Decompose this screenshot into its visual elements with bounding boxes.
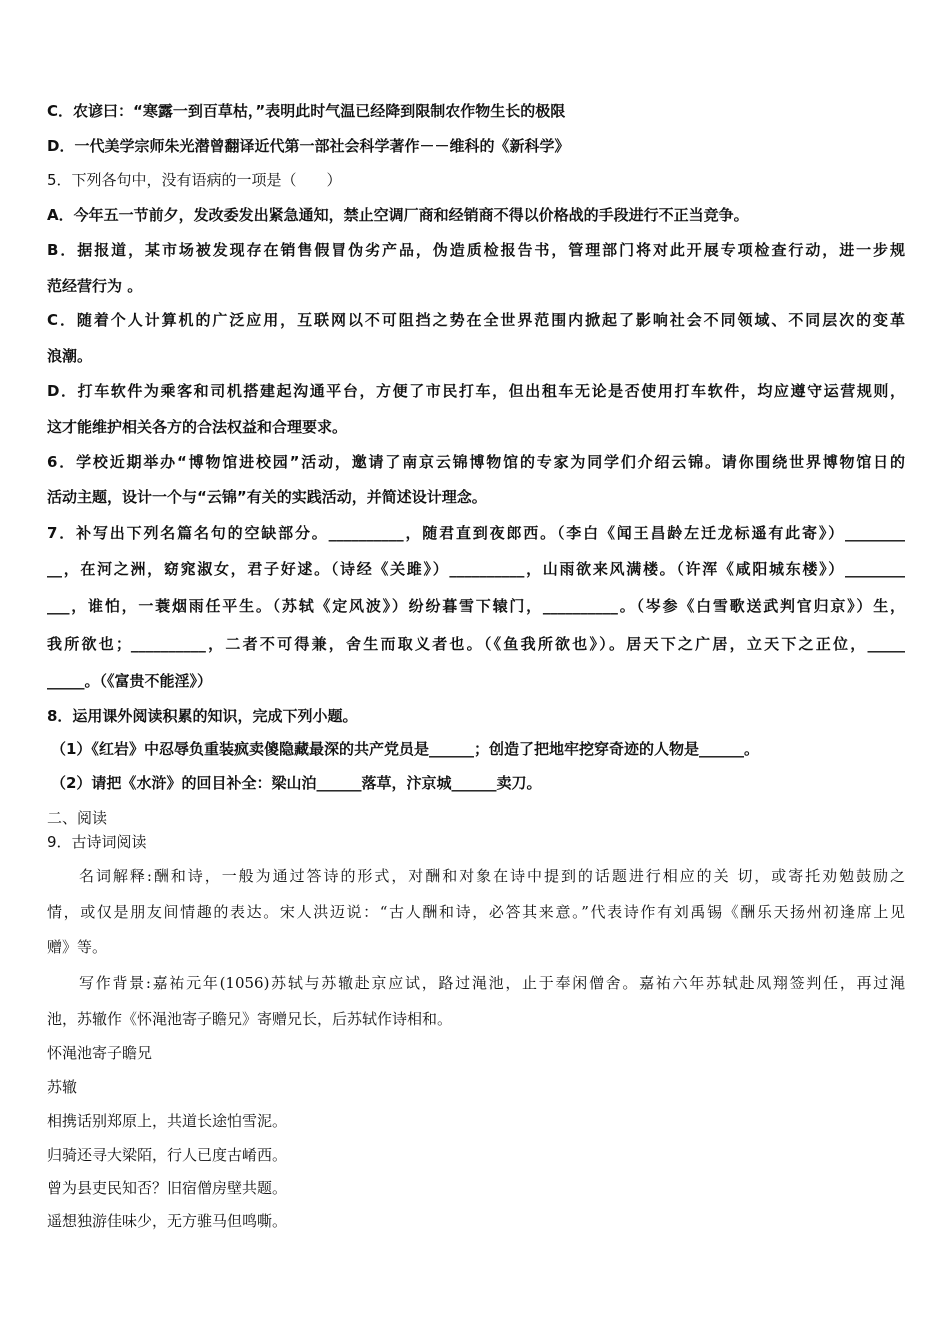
q9-definition-line3: 赠》等。 (47, 938, 108, 956)
q5-option-d-line1: D．打车软件为乘客和司机搭建起沟通平台，方便了市民打车，但出租车无论是否使用打车软件，均应遵守运营规则， (47, 382, 905, 400)
q6-line1: 6．学校近期举办“博物馆进校园”活动，邀请了南京云锦博物馆的专家为同学们介绍云锦。请你围绕世界博物馆日的 (47, 453, 905, 471)
q5-stem: 5．下列各句中，没有语病的一项是（ ） (47, 171, 342, 189)
q7-line1: 7．补写出下列名篇名句的空缺部分。__________，随君直到夜郎西。（李白《闻王昌龄左迁龙标遥有此寄》）________ (47, 524, 905, 542)
q5-option-c-line1: C．随着个人计算机的广泛应用，互联网以不可阻挡之势在全世界范围内掀起了影响社会不同领域、不同层次的变革 (47, 311, 905, 329)
q9-definition-line2: 情，或仅是朋友间情趣的表达。宋人洪迈说：“古人酬和诗，必答其来意。”代表诗作有刘禹锡《酬乐天扬州初逢席上见 (47, 903, 905, 921)
q7-line2: __，在河之洲，窈窕淑女，君子好逑。（诗经《关雎》）__________，山雨欲来风满楼。（许浑《咸阳城东楼》）________ (47, 560, 905, 578)
q7-line3: ___，谁怕，一蓑烟雨任平生。（苏轼《定风波》）纷纷暮雪下辕门，__________。（岑参《白雪歌送武判官归京》）生， (47, 597, 905, 615)
q5-option-a: A．今年五一节前夕，发改委发出紧急通知，禁止空调厂商和经销商不得以价格战的手段进行不正当竞争。 (47, 206, 749, 224)
q5-option-d-line2: 这才能维护相关各方的合法权益和合理要求。 (47, 418, 348, 436)
q7-line5: _____。（《富贵不能淫》） (47, 672, 213, 690)
q8-stem: 8．运用课外阅读积累的知识，完成下列小题。 (47, 707, 358, 725)
poem-line: 遥想独游佳味少，无方骓马但鸣嘶。 (47, 1212, 288, 1230)
poem-line: 归骑还寻大梁陌，行人已度古崤西。 (47, 1146, 288, 1164)
q5-option-b-line2: 范经营行为 。 (47, 277, 143, 295)
poem-title: 怀渑池寄子瞻兄 (47, 1044, 153, 1062)
q5-option-c-line2: 浪潮。 (47, 347, 93, 365)
q6-line2: 活动主题，设计一个与“云锦”有关的实践活动，并简述设计理念。 (47, 488, 487, 506)
section-reading-heading: 二、阅读 (47, 809, 108, 827)
q7-line4: 我所欲也；__________，二者不可得兼，舍生而取义者也。（《鱼我所欲也》）。居天下之广居，立天下之正位，_____ (47, 635, 905, 653)
q8-sub1: （1）《红岩》中忍辱负重装疯卖傻隐藏最深的共产党员是______；创造了把地牢挖穿奇迹的人物是______。 (51, 740, 759, 758)
q9-stem: 9．古诗词阅读 (47, 833, 147, 851)
q5-option-b-line1: B．据报道，某市场被发现存在销售假冒伪劣产品，伪造质检报告书，管理部门将对此开展专项检查行动，进一步规 (47, 241, 905, 259)
q8-sub2: （2）请把《水浒》的回目补全：梁山泊______落草，汴京城______卖刀。 (51, 774, 542, 792)
q9-background-line2: 池，苏辙作《怀渑池寄子瞻兄》寄赠兄长，后苏轼作诗相和。 (47, 1010, 453, 1028)
q4-option-c: C．农谚曰：“寒露一到百草枯，”表明此时气温已经降到限制农作物生长的极限 (47, 102, 566, 120)
q4-option-d: D．一代美学宗师朱光潜曾翻译近代第一部社会科学著作－－维科的《新科学》 (47, 137, 570, 155)
q9-definition-line1: 名词解释:酬和诗，一般为通过答诗的形式，对酬和对象在诗中提到的话题进行相应的关 切，或寄托劝勉鼓励之 (79, 867, 905, 885)
poem-author: 苏辙 (47, 1078, 78, 1096)
poem-line: 相携话别郑原上，共道长途怕雪泥。 (47, 1112, 288, 1130)
poem-line: 曾为县吏民知否？旧宿僧房壁共题。 (47, 1179, 288, 1197)
q9-background-line1: 写作背景:嘉祐元年(1056)苏轼与苏辙赴京应试，路过渑池，止于奉闲僧舍。嘉祐六年苏轼赴凤翔签判任，再过渑 (79, 974, 905, 992)
